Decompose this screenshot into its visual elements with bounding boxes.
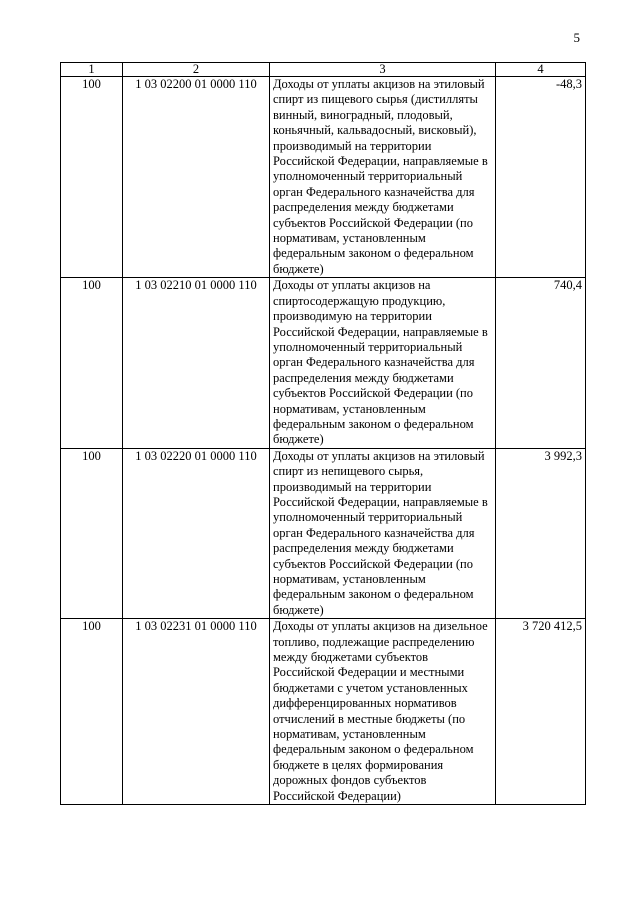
admin-code-cell: 100 xyxy=(61,278,123,448)
revenue-code-cell: 1 03 02231 01 0000 110 xyxy=(123,619,270,805)
revenue-code-cell: 1 03 02200 01 0000 110 xyxy=(123,77,270,278)
column-header: 4 xyxy=(496,63,586,77)
revenue-table xyxy=(60,62,586,805)
admin-code-cell: 100 xyxy=(61,448,123,618)
amount-cell: 3 992,3 xyxy=(496,448,586,618)
table-header-row xyxy=(61,63,586,77)
amount-cell: 3 720 412,5 xyxy=(496,619,586,805)
amount-cell: -48,3 xyxy=(496,77,586,278)
revenue-name-cell: Доходы от уплаты акцизов на этиловый спирт из пищевого сырья (дистилляты винный, виноградный, плодовый, коньячный, кальвадосный, висковый), производимый на территории Российской Федерации, направляемые в уполномоченный территориальный орган Федерального казначейства для распределения между бюджетами субъектов Российской Федерации (по нормативам, установленным федеральным законом о федеральном бюджете) xyxy=(270,77,496,278)
page-number: 5 xyxy=(573,30,580,45)
column-header: 1 xyxy=(61,63,123,77)
amount-cell: 740,4 xyxy=(496,278,586,448)
admin-code-cell: 100 xyxy=(61,619,123,805)
table-row xyxy=(61,448,586,618)
column-header: 2 xyxy=(123,63,270,77)
column-header: 3 xyxy=(270,63,496,77)
revenue-name-cell: Доходы от уплаты акцизов на дизельное топливо, подлежащие распределению между бюджетами субъектов Российской Федерации и местными бюджетами с учетом установленных дифференцированных нормативов отчислений в местные бюджеты (по нормативам, установленным федеральным законом о федеральном бюджете в целях формирования дорожных фондов субъектов Российской Федерации) xyxy=(270,619,496,805)
table-row xyxy=(61,77,586,278)
revenue-code-cell: 1 03 02220 01 0000 110 xyxy=(123,448,270,618)
revenue-name-cell: Доходы от уплаты акцизов на этиловый спирт из непищевого сырья, производимый на территории Российской Федерации, направляемые в уполномоченный территориальный орган Федерального казначейства для распределения между бюджетами субъектов Российской Федерации (по нормативам, установленным федеральным законом о федеральном бюджете) xyxy=(270,448,496,618)
table-row xyxy=(61,278,586,448)
table-row xyxy=(61,619,586,805)
revenue-name-cell: Доходы от уплаты акцизов на спиртосодержащую продукцию, производимую на территории Российской Федерации, направляемые в уполномоченный территориальный орган Федерального казначейства для распределения между бюджетами субъектов Российской Федерации (по нормативам, установленным федеральным законом о федеральном бюджете) xyxy=(270,278,496,448)
revenue-code-cell: 1 03 02210 01 0000 110 xyxy=(123,278,270,448)
admin-code-cell: 100 xyxy=(61,77,123,278)
